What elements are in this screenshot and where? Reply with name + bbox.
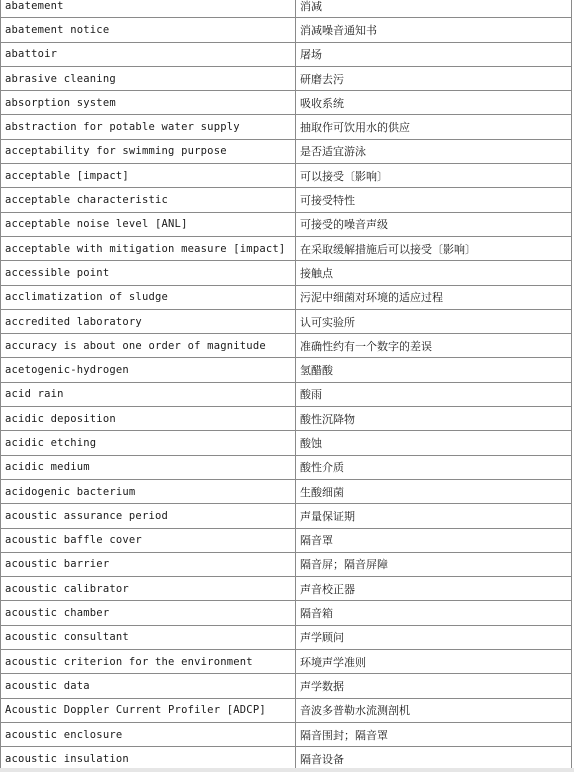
term-chinese: 声学数据 [296, 674, 572, 698]
table-row [1, 261, 572, 285]
term-english: acceptable characteristic [1, 188, 296, 212]
term-chinese: 屠场 [296, 42, 572, 66]
term-chinese: 隔音设备 [296, 747, 572, 771]
term-english: abatement [1, 0, 296, 18]
term-chinese: 可以接受〔影响〕 [296, 164, 572, 188]
term-chinese: 消减 [296, 0, 572, 18]
term-english: abstraction for potable water supply [1, 115, 296, 139]
table-row [1, 674, 572, 698]
term-english: accredited laboratory [1, 309, 296, 333]
term-chinese: 抽取作可饮用水的供应 [296, 115, 572, 139]
term-english: acidogenic bacterium [1, 479, 296, 503]
term-english: acoustic insulation [1, 747, 296, 771]
term-english: acoustic baffle cover [1, 528, 296, 552]
term-english: acceptable with mitigation measure [impact] [1, 236, 296, 260]
term-english: acceptable [impact] [1, 164, 296, 188]
table-row [1, 285, 572, 309]
term-chinese: 吸收系统 [296, 91, 572, 115]
table-row [1, 139, 572, 163]
table-row [1, 504, 572, 528]
term-chinese: 酸性沉降物 [296, 407, 572, 431]
term-chinese: 是否适宜游泳 [296, 139, 572, 163]
term-chinese: 隔音屏；隔音屏障 [296, 552, 572, 576]
table-row [1, 479, 572, 503]
table-row [1, 552, 572, 576]
table-row [1, 382, 572, 406]
term-english: acoustic consultant [1, 625, 296, 649]
table-row [1, 334, 572, 358]
term-english: acidic etching [1, 431, 296, 455]
term-chinese: 氢醋酸 [296, 358, 572, 382]
term-chinese: 声音校正器 [296, 577, 572, 601]
table-row [1, 0, 572, 18]
term-chinese: 可接受的噪音声级 [296, 212, 572, 236]
table-row [1, 188, 572, 212]
term-english: acoustic chamber [1, 601, 296, 625]
table-row [1, 309, 572, 333]
term-chinese: 声学顾问 [296, 625, 572, 649]
table-row [1, 577, 572, 601]
term-english: acoustic calibrator [1, 577, 296, 601]
table-row [1, 650, 572, 674]
term-english: acoustic criterion for the environment [1, 650, 296, 674]
term-english: acceptable noise level [ANL] [1, 212, 296, 236]
term-english: acoustic barrier [1, 552, 296, 576]
table-row [1, 407, 572, 431]
term-chinese: 音波多普勒水流测剖机 [296, 698, 572, 722]
table-row [1, 18, 572, 42]
term-chinese: 消减噪音通知书 [296, 18, 572, 42]
table-row [1, 42, 572, 66]
table-row [1, 236, 572, 260]
table-row [1, 431, 572, 455]
term-chinese: 认可实验所 [296, 309, 572, 333]
term-english: accuracy is about one order of magnitude [1, 334, 296, 358]
term-chinese: 在采取缓解措施后可以接受〔影响〕 [296, 236, 572, 260]
table-row [1, 164, 572, 188]
term-english: Acoustic Doppler Current Profiler [ADCP] [1, 698, 296, 722]
term-chinese: 可接受特性 [296, 188, 572, 212]
glossary-table-body [1, 0, 572, 771]
table-row [1, 625, 572, 649]
table-row [1, 601, 572, 625]
term-english: acclimatization of sludge [1, 285, 296, 309]
term-english: acceptability for swimming purpose [1, 139, 296, 163]
term-english: abatement notice [1, 18, 296, 42]
term-chinese: 酸雨 [296, 382, 572, 406]
table-row [1, 358, 572, 382]
table-row [1, 91, 572, 115]
term-chinese: 声量保证期 [296, 504, 572, 528]
table-row [1, 115, 572, 139]
term-chinese: 隔音箱 [296, 601, 572, 625]
term-english: acidic deposition [1, 407, 296, 431]
term-chinese: 准确性约有一个数字的差误 [296, 334, 572, 358]
term-chinese: 接触点 [296, 261, 572, 285]
page-bottom-strip [0, 768, 574, 772]
term-chinese: 研磨去污 [296, 66, 572, 90]
term-chinese: 隔音罩 [296, 528, 572, 552]
table-row [1, 66, 572, 90]
term-chinese: 隔音围封；隔音罩 [296, 722, 572, 746]
term-english: acoustic data [1, 674, 296, 698]
table-row [1, 212, 572, 236]
term-english: acetogenic-hydrogen [1, 358, 296, 382]
term-english: abrasive cleaning [1, 66, 296, 90]
term-english: acid rain [1, 382, 296, 406]
term-english: accessible point [1, 261, 296, 285]
term-chinese: 生酸细菌 [296, 479, 572, 503]
table-row [1, 528, 572, 552]
term-english: acoustic enclosure [1, 722, 296, 746]
table-row [1, 455, 572, 479]
term-chinese: 环境声学准则 [296, 650, 572, 674]
term-chinese: 污泥中细菌对环境的适应过程 [296, 285, 572, 309]
term-chinese: 酸性介质 [296, 455, 572, 479]
term-english: abattoir [1, 42, 296, 66]
table-row [1, 698, 572, 722]
term-english: acidic medium [1, 455, 296, 479]
term-english: acoustic assurance period [1, 504, 296, 528]
table-row [1, 722, 572, 746]
term-chinese: 酸蚀 [296, 431, 572, 455]
term-english: absorption system [1, 91, 296, 115]
